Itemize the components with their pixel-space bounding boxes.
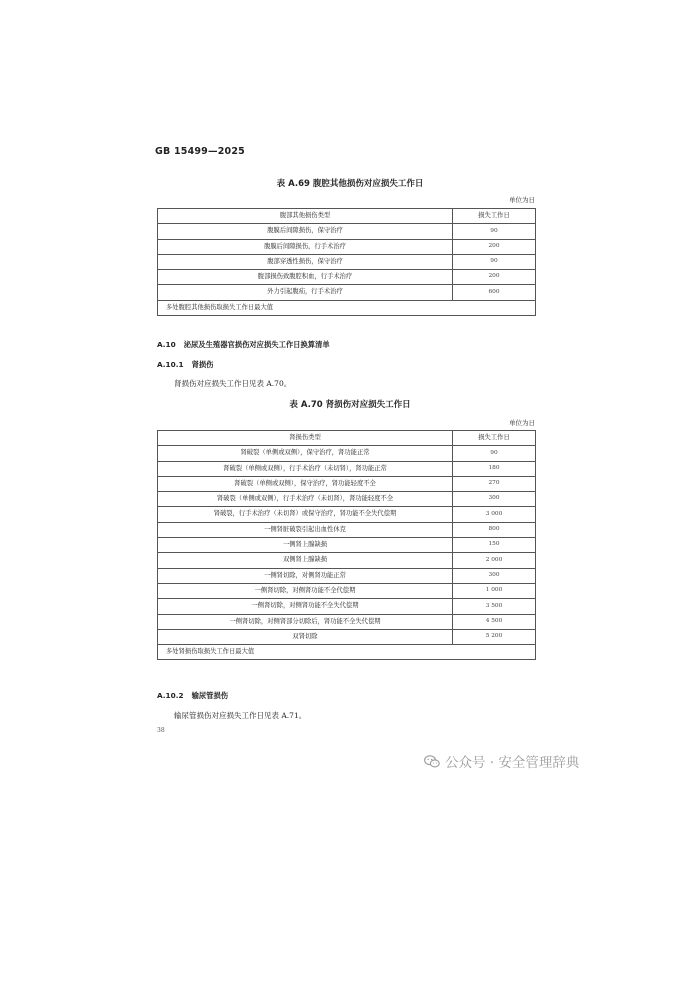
standard-code: GB 15499—2025 (155, 146, 245, 157)
table-note: 多处肾损伤取损失工作日最大值 (158, 645, 536, 660)
injury-type-cell: 一侧肾切除，对侧肾功能正常 (158, 568, 453, 583)
injury-type-cell: 肾破裂（单侧或双侧），保守治疗，肾功能轻度不全 (158, 476, 453, 491)
table-row (158, 224, 536, 239)
table-row (158, 492, 536, 507)
table-note-row (158, 300, 536, 315)
table-row (158, 568, 536, 583)
table-row (158, 461, 536, 476)
table-a70-caption: 表 A.70 肾损伤对应损失工作日 (289, 400, 411, 410)
section-title: 肾损伤 (191, 360, 214, 369)
injury-type-cell: 肾破裂，行手术治疗（未切肾）或保守治疗，肾功能不全失代偿期 (158, 507, 453, 522)
injury-type-cell: 一侧肾切除，对侧肾功能不全代偿期 (158, 583, 453, 598)
table-a69-caption: 表 A.69 腹腔其他损伤对应损失工作日 (276, 179, 424, 189)
injury-type-cell: 肾破裂（单侧或双侧），行手术治疗（未切肾），肾功能正常 (158, 461, 453, 476)
table-row (158, 254, 536, 269)
table-row (158, 270, 536, 285)
table-row (158, 583, 536, 598)
table-header-row (158, 209, 536, 224)
injury-type-cell: 双侧肾上腺缺损 (158, 553, 453, 568)
lost-days-cell: 300 (453, 492, 536, 507)
table-row (158, 599, 536, 614)
injury-type-cell: 一侧肾上腺缺损 (158, 538, 453, 553)
table-row (158, 285, 536, 300)
lost-days-cell: 1 000 (453, 583, 536, 598)
column-header: 肾损伤类型 (158, 431, 453, 446)
section-heading-a10 (157, 340, 330, 350)
section-title: 输尿管损伤 (191, 691, 229, 700)
table-row (158, 629, 536, 644)
injury-type-cell: 一侧肾切除，对侧肾部分切除后，肾功能不全失代偿期 (158, 614, 453, 629)
lost-days-cell: 3 000 (453, 507, 536, 522)
lost-days-cell: 600 (453, 285, 536, 300)
injury-type-cell: 腹部损伤致腹腔积血，行手术治疗 (158, 270, 453, 285)
paragraph-a10-1: 肾损伤对应损失工作日见表 A.70。 (174, 379, 292, 388)
lost-days-cell: 2 000 (453, 553, 536, 568)
lost-days-cell: 90 (453, 254, 536, 269)
table-row (158, 446, 536, 461)
injury-type-cell: 腹膜后间隙损伤，行手术治疗 (158, 239, 453, 254)
section-heading-a10-1 (157, 360, 213, 370)
table-header-row (158, 431, 536, 446)
table-row (158, 507, 536, 522)
table-a70 (157, 430, 536, 660)
section-number: A.10 (157, 340, 176, 349)
injury-type-cell: 双肾切除 (158, 629, 453, 644)
lost-days-cell: 90 (453, 446, 536, 461)
injury-type-cell: 肾破裂（单侧或双侧），保守治疗，肾功能正常 (158, 446, 453, 461)
table-row (158, 239, 536, 254)
lost-days-cell: 800 (453, 522, 536, 537)
lost-days-cell: 180 (453, 461, 536, 476)
injury-type-cell: 肾破裂（单侧或双侧），行手术治疗（未切肾），肾功能轻度不全 (158, 492, 453, 507)
table-row (158, 476, 536, 491)
lost-days-cell: 90 (453, 224, 536, 239)
injury-type-cell: 外力引起腹疝，行手术治疗 (158, 285, 453, 300)
table-a69 (157, 208, 536, 316)
lost-days-cell: 5 200 (453, 629, 536, 644)
injury-type-cell: 一侧肾脏破裂引起出血性休克 (158, 522, 453, 537)
lost-days-cell: 200 (453, 239, 536, 254)
lost-days-cell: 150 (453, 538, 536, 553)
table-row (158, 553, 536, 568)
table-a69-unit: 单位为日 (509, 196, 535, 204)
section-title: 泌尿及生殖器官损伤对应损失工作日换算清单 (183, 340, 330, 349)
paragraph-a10-2: 输尿管损伤对应损失工作日见表 A.71。 (174, 711, 307, 720)
wechat-icon (424, 755, 440, 768)
table-note: 多处腹腔其他损伤取损失工作日最大值 (158, 300, 536, 315)
page-number: 38 (157, 727, 165, 734)
table-row (158, 538, 536, 553)
lost-days-cell: 270 (453, 476, 536, 491)
table-a70-unit: 单位为日 (509, 419, 535, 427)
watermark-text: 公众号 · 安全管理辞典 (445, 755, 580, 771)
injury-type-cell: 一侧肾切除，对侧肾功能不全失代偿期 (158, 599, 453, 614)
lost-days-cell: 4 500 (453, 614, 536, 629)
table-row (158, 522, 536, 537)
section-number: A.10.1 (157, 360, 184, 369)
section-heading-a10-2 (157, 691, 228, 701)
section-number: A.10.2 (157, 691, 184, 700)
lost-days-cell: 3 500 (453, 599, 536, 614)
lost-days-cell: 200 (453, 270, 536, 285)
watermark (424, 751, 579, 771)
column-header: 损失工作日 (453, 209, 536, 224)
column-header: 腹部其他损伤类型 (158, 209, 453, 224)
column-header: 损失工作日 (453, 431, 536, 446)
table-row (158, 614, 536, 629)
injury-type-cell: 腹部穿透性损伤，保守治疗 (158, 254, 453, 269)
lost-days-cell: 300 (453, 568, 536, 583)
table-note-row (158, 645, 536, 660)
injury-type-cell: 腹膜后间隙损伤，保守治疗 (158, 224, 453, 239)
